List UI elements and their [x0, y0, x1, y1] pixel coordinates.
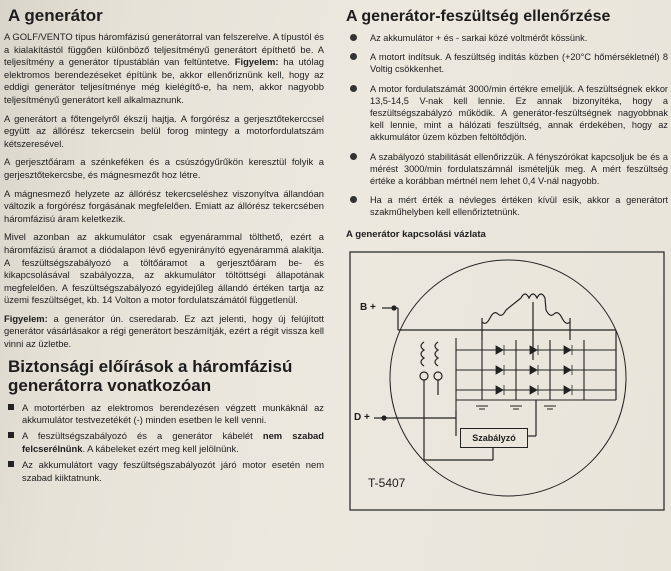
- list-item: Az akkumulátor + és - sarkai közé voltmérőt kössünk.: [346, 32, 668, 44]
- round-bullet-icon: [350, 34, 357, 41]
- paragraph: Figyelem: a generátor ún. cseredarab. Ez azt jelenti, hogy új felújított generátor vásárlásakor a régi generátort beszámítják, ezért a régit vissza kell vinni az üzletbe.: [4, 312, 324, 350]
- list-item: A motort indítsuk. A feszültség indítás közben (+20°C hőmérsékletnél) 8 Voltig csökkenhet.: [346, 51, 668, 75]
- list-item: A motortérben az elektromos berendezésen végzett munkáknál az akkumulátor testvezetékét (-) minden esetben le kell venni.: [4, 402, 324, 427]
- figure-code: T-5407: [368, 475, 406, 490]
- list-item: Az akkumulátort vagy feszültségszabályozót járó motor esetén nem szabad kiiktatnunk.: [4, 459, 324, 484]
- check-steps-list: [346, 32, 668, 219]
- diagram-title: A generátor kapcsolási vázlata: [346, 228, 486, 240]
- right-column: [346, 8, 668, 571]
- diagram-frame: [350, 252, 664, 510]
- safety-list: [4, 402, 324, 484]
- generator-circuit-diagram: [346, 250, 668, 515]
- round-bullet-icon: [350, 85, 357, 92]
- square-bullet-icon: [8, 461, 14, 467]
- list-item: A feszültségszabályozó és a generátor kábelét nem szabad felcserélnünk. A kábeleket ezért meg kell jelölnünk.: [4, 430, 324, 455]
- section-title-generator: A generátor: [8, 6, 103, 25]
- paragraph: A GOLF/VENTO típus háromfázisú generátorral van felszerelve. A típustól és a kialakítástól függően különböző teljesítményű generátort építhető be. A teljesítmény a generátor típustáblán van feltüntetve. Figyelem: ha utólag elektromos berendezéseket építünk be, akkor ellenőriznünk kell, hogy az eddigi generátor teljesítménye még kielégítő-e, ha nem, akkor nagyobb teljesítményű generátort kell alkalmaznunk.: [4, 31, 324, 105]
- section-title-voltage-check: A generátor-feszültség ellenőrzése: [346, 8, 611, 25]
- round-bullet-icon: [350, 53, 357, 60]
- paragraph: A generátort a főtengelyről ékszíj hajtja. A forgórész a gerjesztőtekerccsel együtt az állórész tekercsein belül forog mintegy a motorfordulatszám kétszeresével.: [4, 112, 324, 149]
- generator-housing-circle: [390, 260, 626, 496]
- terminal-label-d-plus: D +: [354, 411, 370, 423]
- list-item: A motor fordulatszámát 3000/min értékre emeljük. A feszültségnek ekkor 13,5-14,5 V-nak kell lennie. Ez annak bizonyítéka, hogy a feszültségszabályzó működik. A generátor-feszültségnek nagyobbnak kell lennie, mint a hálózati feszültség, annak érdekében, hogy az akkumulátor üzem közben feltöltődjön.: [346, 83, 668, 144]
- ground-symbols: [476, 406, 556, 409]
- paragraph: A mágnesmező helyzete az állórész tekercseléshez viszonyítva állandóan változik a forgórész forgásának megfelelően. Emiatt az állórész tekercsében háromfázisú áram keletkezik.: [4, 187, 324, 224]
- paragraph: A gerjesztőáram a szénkeféken és a csúszógyűrűkön keresztül folyik a gerjesztőtekercsbe, és mágnesmezőt hoz létre.: [4, 156, 324, 180]
- terminal-label-b-plus: B +: [360, 301, 376, 313]
- square-bullet-icon: [8, 432, 14, 438]
- left-column: [4, 6, 324, 571]
- list-item: A szabályozó stabilitását ellenőrizzük. A fényszórókat kapcsoljuk be és a mérést 3000/min fordulatszámnál ismételjük meg. A mért feszültség értéke a korábban mértnél nem lehet 0,4 V-nál nagyobb.: [346, 151, 668, 188]
- diode-bridge: [456, 338, 616, 410]
- b-plus-wire: [382, 306, 616, 400]
- regulator-box: Szabályzó: [460, 428, 528, 448]
- list-item: Ha a mért érték a névleges értéken kívül esik, akkor a generátort szakműhelyben kell ellenőriztetnünk.: [346, 194, 668, 218]
- round-bullet-icon: [350, 153, 357, 160]
- section-title-safety: Biztonsági előírások a háromfázisú generátorra vonatkozóan: [8, 356, 293, 395]
- rotor-winding: [420, 342, 442, 410]
- square-bullet-icon: [8, 404, 14, 410]
- paragraph: Mivel azonban az akkumulátor csak egyenárammal tölthető, ezért a háromfázisú áramot a diódalapon lévő egyenirányító egyenárammá alakítja. A feszültségszabályozó a töltőáramot a gerjesztőáram be- és kikapcsolásával szabályozza, az akkumulátor töltöttségi állapotának megfelelően. A feszültségszabályozó egyidejűleg állandó értéken tartja az üzemi feszültséget, kb. 14 Volton a motor fordulatszámától függetlenül.: [4, 231, 324, 306]
- round-bullet-icon: [350, 196, 357, 203]
